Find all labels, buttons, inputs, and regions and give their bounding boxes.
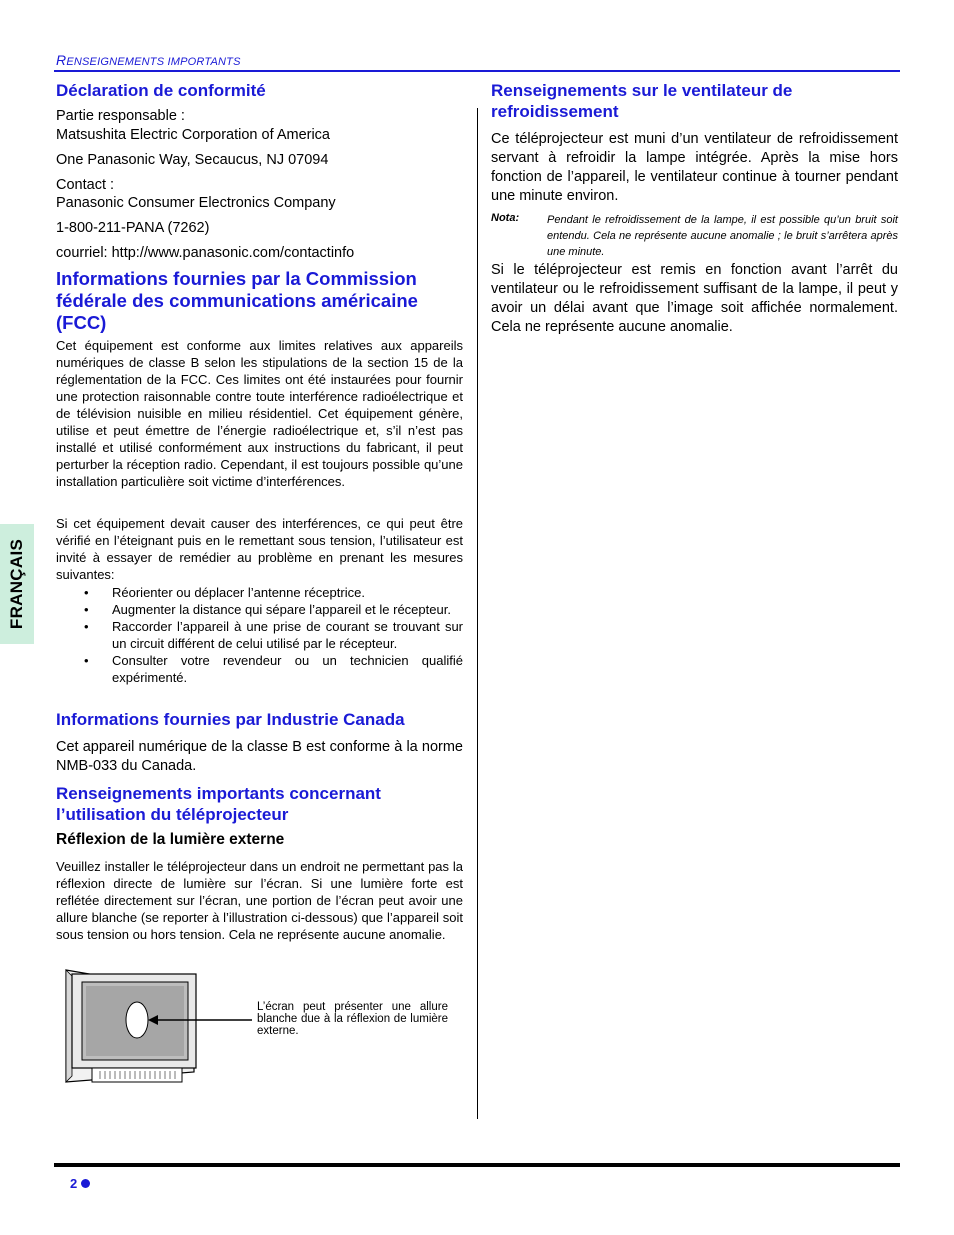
- page-number: 2: [70, 1176, 90, 1191]
- figure-caption: L’écran peut présenter une allure blanche due à la réflexion de lumière externe.: [257, 1001, 448, 1037]
- language-tab-label: FRANÇAIS: [7, 538, 26, 630]
- reflection-paragraph: Veuillez installer le téléprojecteur dans un endroit ne permettant pas la réflexion directe de lumière sur l’écran. Si une lumière forte est reflétée directement sur l’écran, une portion de l’écran peut avoir une allure blanche (se reporter à l’illustration ci-dessous) que l’appareil soit sous tension ou hors tension. Cela ne représente aucune anomalie.: [56, 859, 463, 942]
- fcc-heading-line-2: fédérale des communications américaine: [56, 290, 418, 311]
- fcc-heading-line-3: (FCC): [56, 312, 107, 333]
- fan-heading-line-1: Renseignements sur le ventilateur de: [491, 81, 793, 100]
- fan-paragraph-2: Si le téléprojecteur est remis en fonction avant l’arrêt du ventilateur ou le refroidissement suffisant de la lampe, il peut y avoir un délai avant que l’image soit affichée normalement. Cela ne représente aucune anomalie.: [491, 262, 898, 335]
- company-address: One Panasonic Way, Secaucus, NJ 07094: [56, 152, 329, 168]
- fan-paragraph-1: Ce téléprojecteur est muni d’un ventilateur de refroidissement servant à refroidir la lampe intégrée. Après la mise hors fonction de l’appareil, le ventilateur continue à tourner pendant une minute environ.: [491, 131, 898, 204]
- fan-heading: [491, 80, 898, 122]
- bullet-dot-icon: [81, 1179, 90, 1188]
- list-item: • Réorienter ou déplacer l’antenne réceptrice.: [84, 585, 365, 600]
- responsible-party-label: Partie responsable :: [56, 108, 185, 124]
- fcc-paragraph-1: Cet équipement est conforme aux limites relatives aux appareils numériques de classe B selon les stipulations de la section 15 de la réglementation de la FCC. Ces limites ont été instaurées pour fournir une protection raisonnable contre toute interférence radioélectrique et de télévision nuisible en milieu résidentiel. Cet équipement génère, utilise et peut émettre de l’énergie radioélectrique et, s’il n’est pas installé et utilisé conformément aux instructions du fabricant, il peut perturber la réception radio. Cependant, il est toujours possible qu’une installation particulière soit victime d’interférences.: [56, 338, 463, 489]
- column-divider: [477, 108, 478, 1119]
- contact-phone: 1-800-211-PANA (7262): [56, 220, 210, 236]
- reflection-spot: [126, 1002, 148, 1038]
- declaration-heading: Déclaration de conformité: [56, 81, 266, 100]
- fcc-paragraph-2: Si cet équipement devait causer des interférences, ce qui peut être vérifié en l’éteignant puis en le remettant sous tension, l’utilisateur est invité à essayer de remédier au problème en prenant les mesures suivantes:: [56, 516, 463, 582]
- language-tab: [0, 524, 34, 644]
- list-item: • Consulter votre revendeur ou un technicien qualifié expérimenté.: [84, 653, 463, 685]
- fan-heading-line-2: refroidissement: [491, 102, 619, 121]
- usage-heading: [56, 783, 466, 825]
- fcc-heading-line-1: Informations fournies par la Commission: [56, 268, 417, 289]
- footer-rule: [54, 1163, 900, 1167]
- contact-label: Contact :: [56, 177, 115, 193]
- projector-reflection-illustration: [62, 968, 258, 1086]
- list-item: • Raccorder l’appareil à une prise de courant se trouvant sur un circuit différent de celui utilisé par le récepteur.: [84, 619, 463, 651]
- reflection-subheading: Réflexion de la lumière externe: [56, 831, 285, 848]
- contact-email-link[interactable]: courriel: http://www.panasonic.com/contactinfo: [56, 245, 355, 261]
- note-label: Nota:: [491, 212, 520, 224]
- usage-heading-line-1: Renseignements importants concernant: [56, 784, 381, 803]
- fcc-measures-list: [56, 584, 463, 686]
- fcc-heading: [56, 268, 466, 334]
- contact-company: Panasonic Consumer Electronics Company: [56, 195, 336, 211]
- usage-heading-line-2: l’utilisation du téléprojecteur: [56, 805, 289, 824]
- list-item: • Augmenter la distance qui sépare l’appareil et le récepteur.: [84, 602, 451, 617]
- industry-canada-heading: Informations fournies par Industrie Canada: [56, 710, 405, 729]
- header-rule: [54, 70, 900, 72]
- running-header: RENSEIGNEMENTS IMPORTANTS: [56, 52, 241, 68]
- company-name: Matsushita Electric Corporation of America: [56, 127, 330, 143]
- note-text: Pendant le refroidissement de la lampe, il est possible qu’un bruit soit entendu. Cela ne représente aucune anomalie ; le bruit s’arrêtera après une minute.: [547, 214, 898, 258]
- industry-canada-paragraph: Cet appareil numérique de la classe B est conforme à la norme NMB-033 du Canada.: [56, 739, 463, 774]
